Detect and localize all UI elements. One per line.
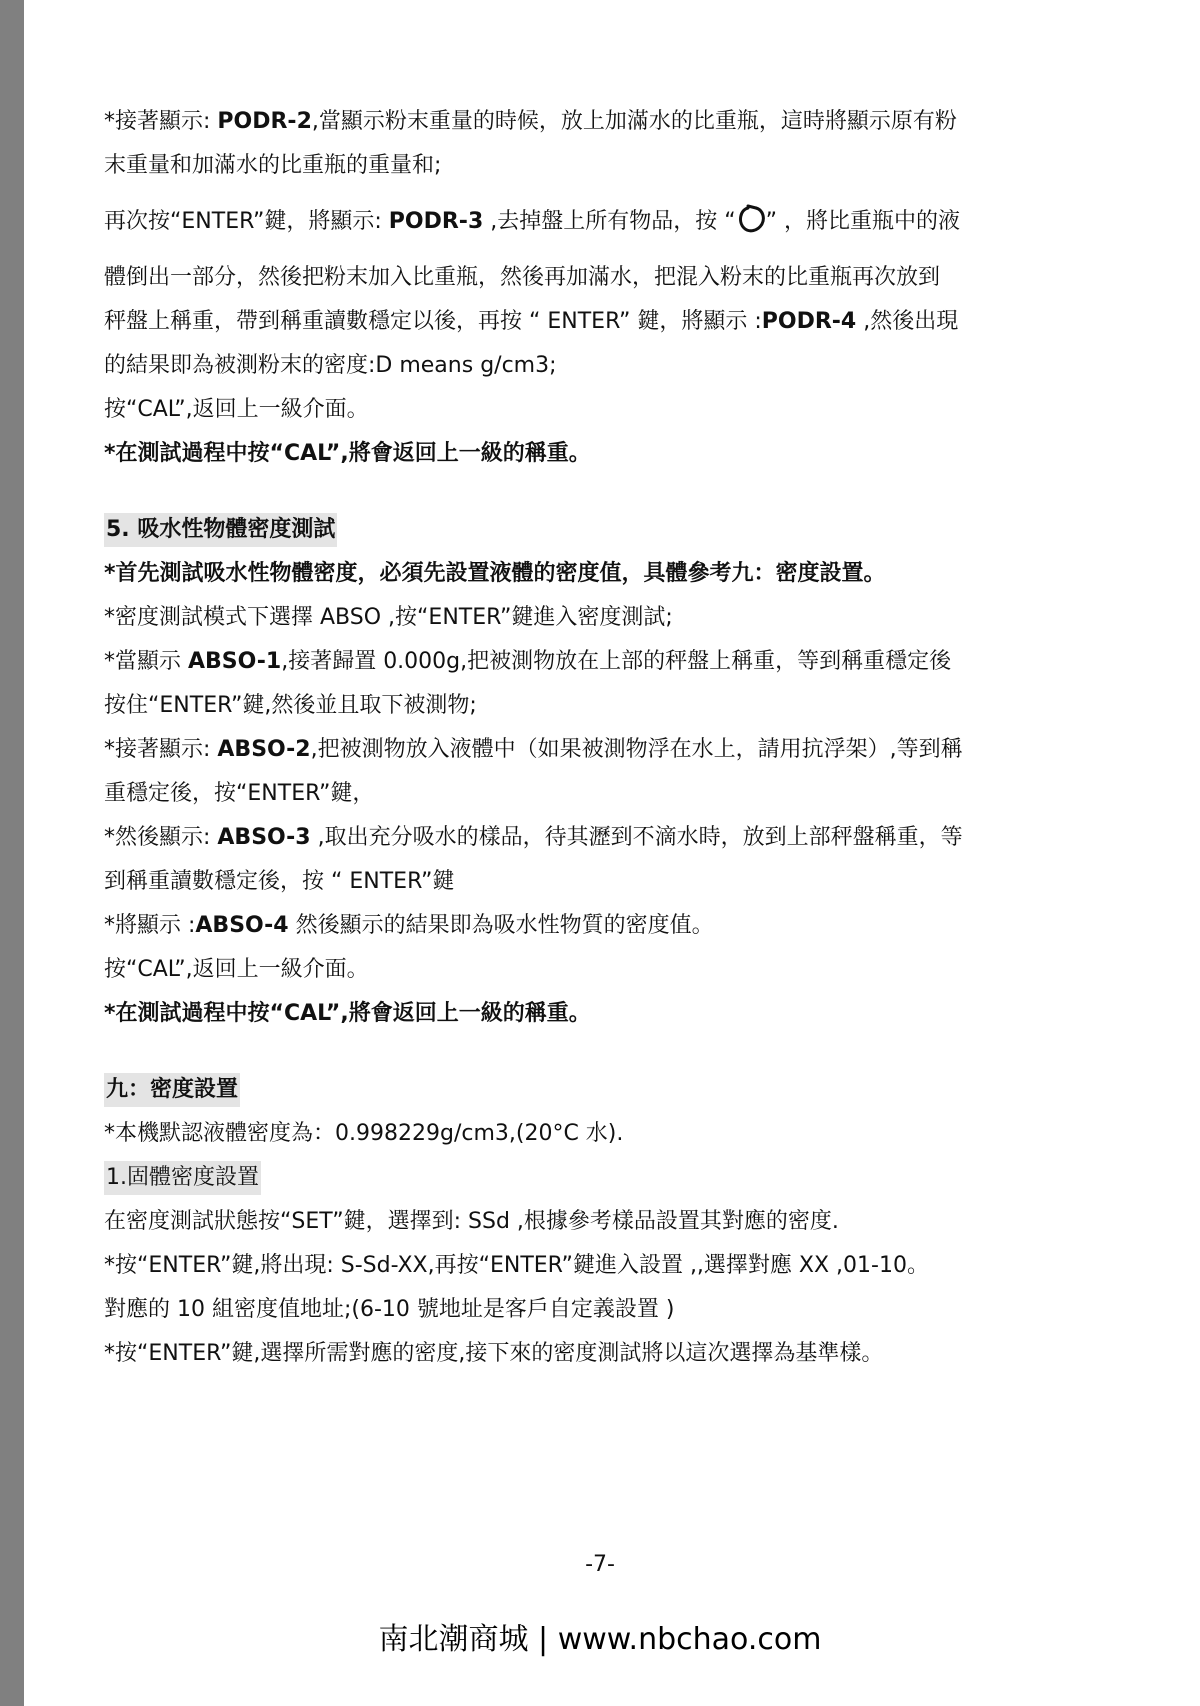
text: *當顯示 <box>104 649 188 674</box>
tare-circle-icon <box>736 204 766 236</box>
text: *接著顯示: <box>104 737 218 762</box>
text: *接著顯示: <box>104 109 218 134</box>
text-line: 體倒出一部分，然後把粉末加入比重瓶，然後再加滿水，把混入粉末的比重瓶再次放到 <box>104 265 941 290</box>
text-line: 按“CAL”,返回上一級介面。 <box>104 397 369 422</box>
text-line: 重穩定後，按“ENTER”鍵， <box>104 781 375 806</box>
code-abso-3: ABSO-3 <box>217 825 311 850</box>
page-edge-strip <box>0 0 24 1706</box>
section-9-heading: 九：密度設置 <box>104 1073 240 1107</box>
text: ,取出充分吸水的樣品，待其瀝到不滴水時，放到上部秤盤稱重，等 <box>310 825 963 850</box>
bold-note: *在測試過程中按“CAL”,將會返回上一級的稱重。 <box>104 1001 591 1026</box>
section-heading <box>104 508 1104 552</box>
footer-watermark: 南北潮商城 | www.nbchao.com <box>378 1622 822 1657</box>
text-line <box>104 816 1104 860</box>
section-5-heading: 5. 吸水性物體密度測試 <box>104 513 337 547</box>
text-line: 末重量和加滿水的比重瓶的重量和; <box>104 153 442 178</box>
text: ,當顯示粉末重量的時候，放上加滿水的比重瓶，這時將顯示原有粉 <box>311 109 957 134</box>
text: ” ，將比重瓶中的液 <box>765 209 961 234</box>
section-heading <box>104 1068 1104 1112</box>
text-line: *按“ENTER”鍵,選擇所需對應的密度,接下來的密度測試將以這次選擇為基準樣。 <box>104 1341 884 1366</box>
text: ,去掉盤上所有物品，按 “ <box>483 209 736 234</box>
text-line <box>104 100 1104 144</box>
sub-heading-line <box>104 1156 1104 1200</box>
text-line: 在密度測試狀態按“SET”鍵，選擇到: SSd ,根據參考樣品設置其對應的密度. <box>104 1209 839 1234</box>
text-line: 按住“ENTER”鍵,然後並且取下被測物; <box>104 693 477 718</box>
text: ,接著歸置 0.000g,把被測物放在上部的秤盤上稱重，等到稱重穩定後 <box>281 649 952 674</box>
text-line: 的結果即為被測粉末的密度:D means g/cm3; <box>104 353 557 378</box>
text: 再次按“ENTER”鍵，將顯示: <box>104 209 389 234</box>
text: *將顯示 : <box>104 913 196 938</box>
text-line <box>104 904 1104 948</box>
bold-note: *首先測試吸水性物體密度，必須先設置液體的密度值，具體參考九：密度設置。 <box>104 561 886 586</box>
text: *然後顯示: <box>104 825 218 850</box>
text-line: *密度測試模式下選擇 ABSO ,按“ENTER”鍵進入密度測試; <box>104 605 673 630</box>
code-podr-4: PODR-4 <box>761 309 857 334</box>
text-line <box>104 728 1104 772</box>
text: ,然後出現 <box>856 309 959 334</box>
solid-density-heading: 1.固體密度設置 <box>104 1161 261 1195</box>
page-number: -7- <box>585 1552 615 1577</box>
code-podr-3: PODR-3 <box>388 209 484 234</box>
text-line: 到稱重讀數穩定後，按 “ ENTER”鍵 <box>104 869 455 894</box>
text-line: *按“ENTER”鍵,將出現: S-Sd-XX,再按“ENTER”鍵進入設置 ,,選擇對應 XX ,01-10。 <box>104 1253 929 1278</box>
code-abso-4: ABSO-4 <box>195 913 289 938</box>
text: 秤盤上稱重，帶到稱重讀數穩定以後，再按 “ ENTER” 鍵，將顯示 : <box>104 309 762 334</box>
text-line: *本機默認液體密度為：0.998229g/cm3,(20°C 水). <box>104 1121 624 1146</box>
text-line: 對應的 10 組密度值地址;(6-10 號地址是客戶自定義設置 ) <box>104 1297 675 1322</box>
text: ,把被測物放入液體中（如果被測物浮在水上，請用抗浮架）,等到稱 <box>310 737 963 762</box>
document-body <box>104 100 1104 1376</box>
text-line <box>104 640 1104 684</box>
code-abso-2: ABSO-2 <box>217 737 311 762</box>
code-abso-1: ABSO-1 <box>188 649 282 674</box>
bold-note: *在測試過程中按“CAL”,將會返回上一級的稱重。 <box>104 441 591 466</box>
text-line <box>104 200 1104 244</box>
text-line: 按“CAL”,返回上一級介面。 <box>104 957 369 982</box>
text: 然後顯示的結果即為吸水性物質的密度值。 <box>288 913 714 938</box>
text-line <box>104 300 1104 344</box>
code-podr-2: PODR-2 <box>217 109 312 134</box>
